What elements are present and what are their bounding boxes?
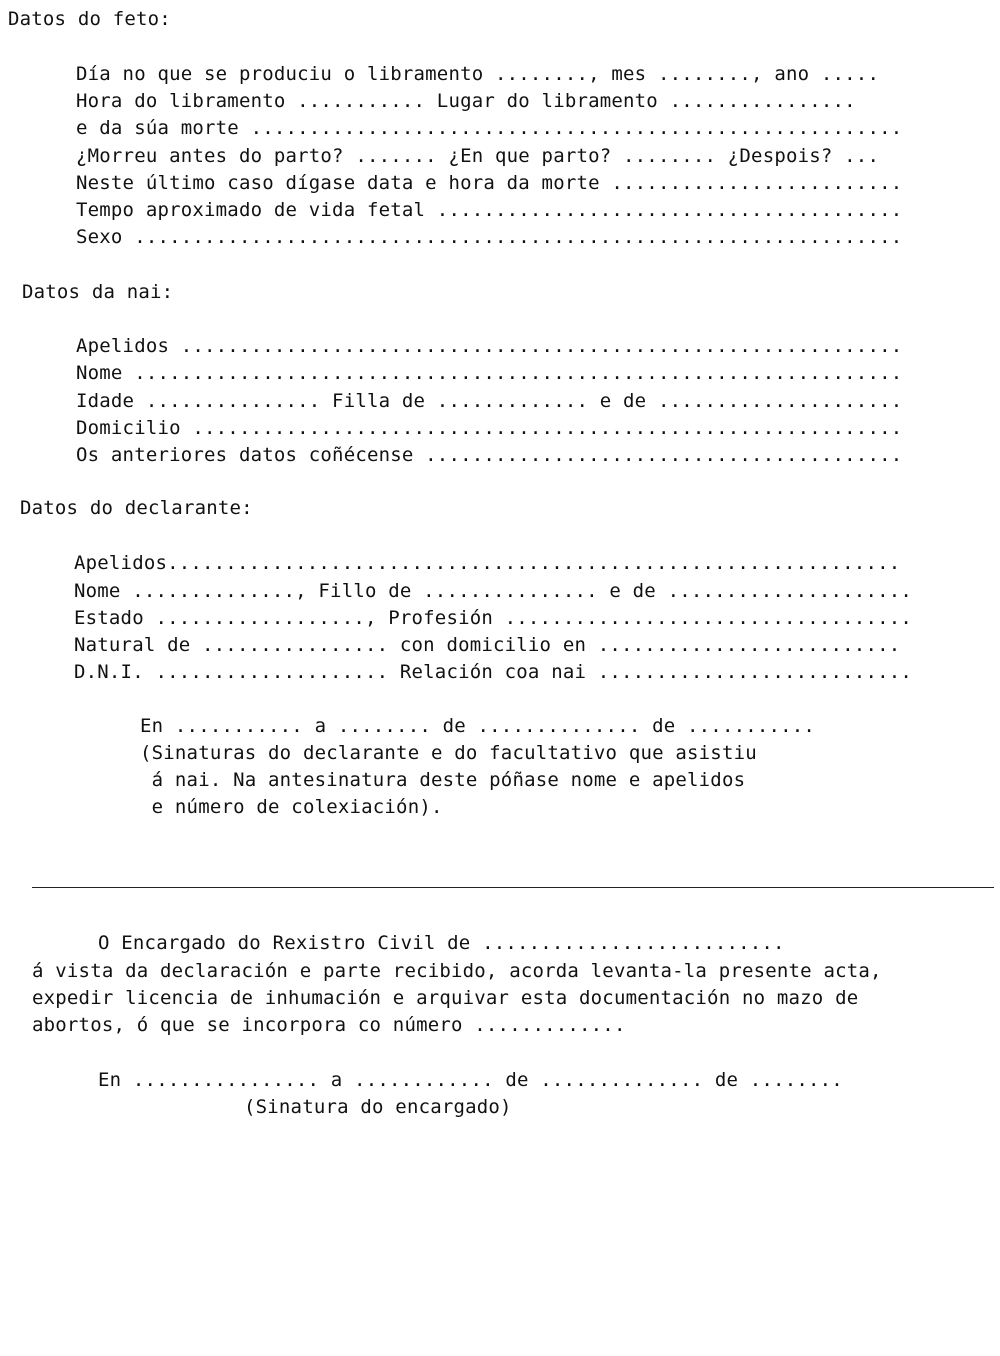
mother-heading: Datos da nai: xyxy=(22,281,174,303)
declarant-line: Apelidos............................................................... xyxy=(74,552,901,574)
declarant-heading: Datos do declarante: xyxy=(20,497,253,519)
fetus-heading: Datos do feto: xyxy=(8,8,171,30)
registrar-text-line: á vista da declaración e parte recibido, acorda levanta-la presente acta, xyxy=(32,960,882,982)
mother-line: Idade ............... Filla de ............. e de ..................... xyxy=(76,390,903,412)
fetus-line: ¿Morreu antes do parto? ....... ¿En que parto? ........ ¿Despois? ... xyxy=(76,145,880,167)
mother-line: Domicilio ............................................................. xyxy=(76,417,903,439)
section-divider xyxy=(32,887,994,888)
signature-note: (Sinaturas do declarante e do facultativo que asistiu xyxy=(140,742,757,764)
mother-line: Os anteriores datos coñécense ......................................... xyxy=(76,444,903,466)
fetus-line: Neste último caso dígase data e hora da morte ......................... xyxy=(76,172,903,194)
signature-date-line: En ........... a ........ de .............. de ........... xyxy=(140,715,816,737)
declarant-line: Natural de ................ con domicilio en .......................... xyxy=(74,634,901,656)
mother-line: Apelidos .............................................................. xyxy=(76,335,903,357)
fetus-line: Tempo aproximado de vida fetal ........................................ xyxy=(76,199,903,221)
registrar-text-line: abortos, ó que se incorpora co número ............. xyxy=(32,1014,626,1036)
registrar-text-line: expedir licencia de inhumación e arquivar esta documentación no mazo de xyxy=(32,987,859,1009)
declarant-line: Estado .................., Profesión ................................... xyxy=(74,607,913,629)
registrar-text-line: O Encargado do Rexistro Civil de .......................... xyxy=(98,932,785,954)
declarant-line: D.N.I. .................... Relación coa nai ........................... xyxy=(74,661,913,683)
fetus-line: Sexo .................................................................. xyxy=(76,226,903,248)
registrar-date-line: En ................ a ............ de .............. de ........ xyxy=(98,1069,843,1091)
signature-note: e número de colexiación). xyxy=(140,796,443,818)
mother-line: Nome .................................................................. xyxy=(76,362,903,384)
fetus-line: e da súa morte ........................................................ xyxy=(76,117,903,139)
fetus-line: Día no que se produciu o libramento ........, mes ........, ano ..... xyxy=(76,63,880,85)
registrar-signature-caption: (Sinatura do encargado) xyxy=(244,1096,512,1118)
fetus-line: Hora do libramento ........... Lugar do libramento ................ xyxy=(76,90,856,112)
signature-note: á nai. Na antesinatura deste póñase nome e apelidos xyxy=(140,769,746,791)
declarant-line: Nome .............., Fillo de ............... e de ..................... xyxy=(74,580,913,602)
